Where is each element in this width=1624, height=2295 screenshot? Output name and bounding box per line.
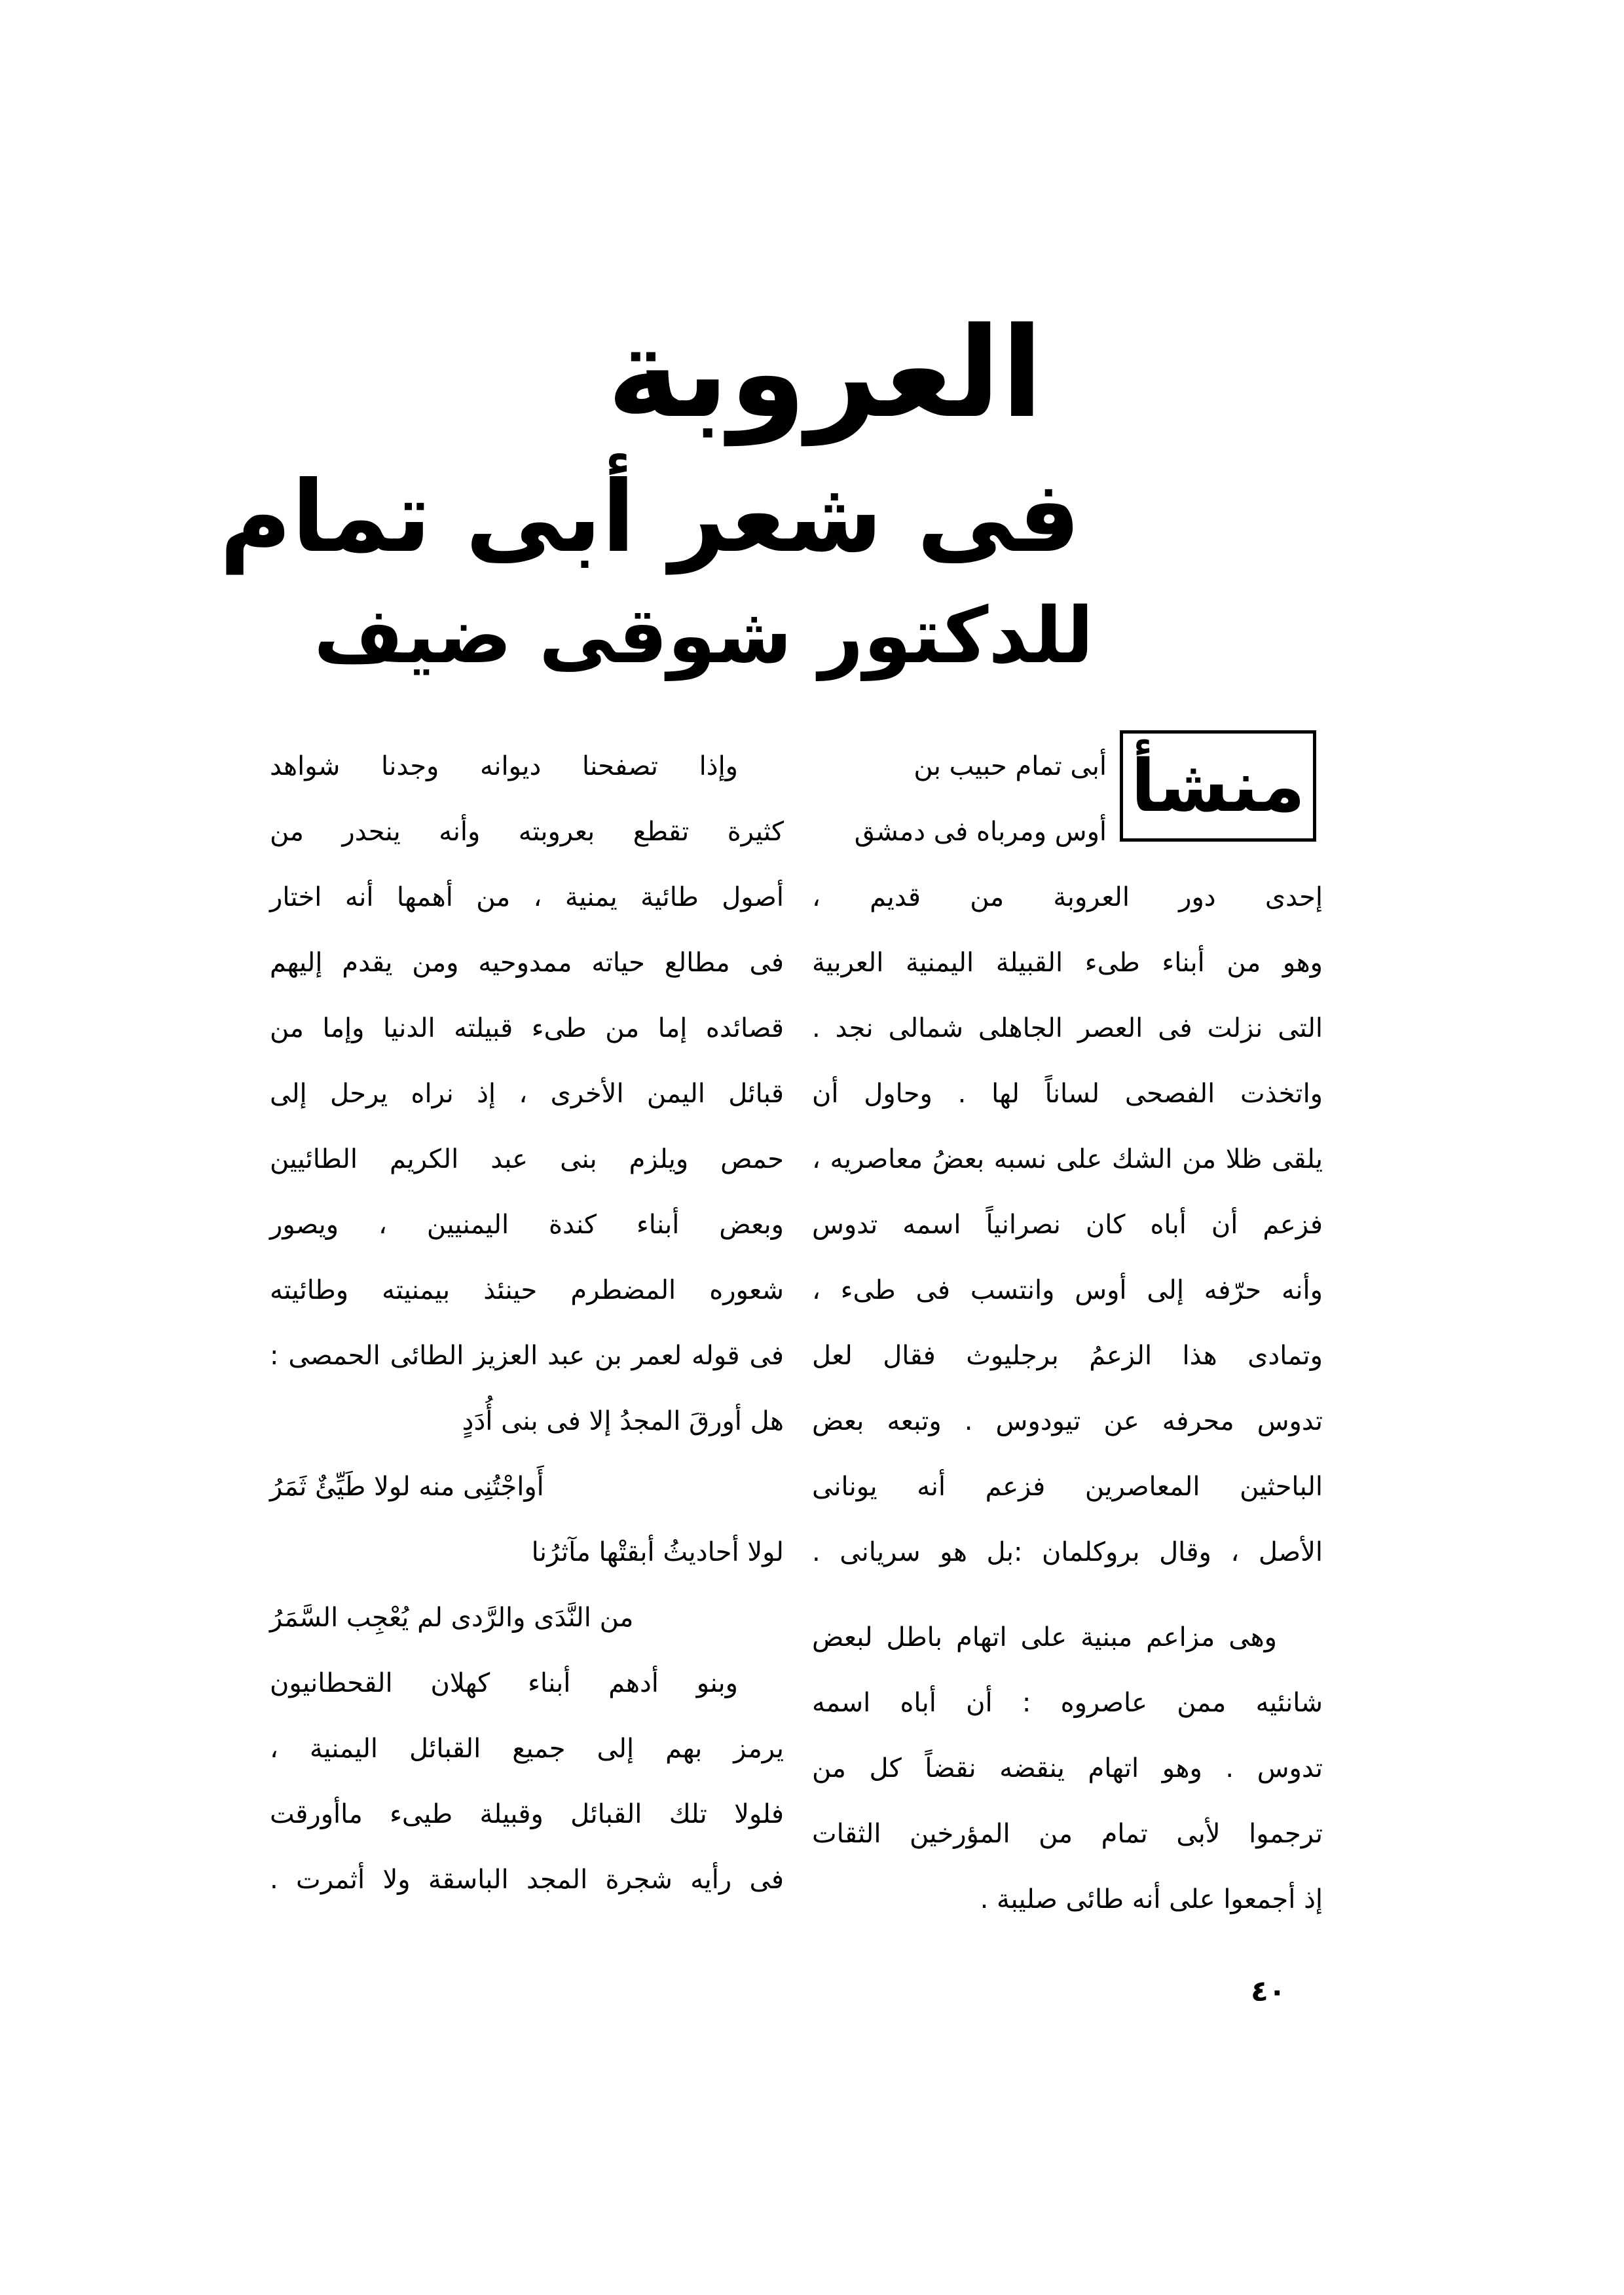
verse-line: هل أورقَ المجدُ إلا فى بنى أُدَدٍ bbox=[462, 1406, 784, 1436]
text-line: فلولا تلك القبائل وقبيلة طيىء ماأورقت bbox=[270, 1799, 784, 1829]
text-line: كثيرة تقطع بعروبته وأنه ينحدر من bbox=[270, 817, 784, 847]
text-line: يلقى ظلا من الشك على نسبه بعضُ معاصريه ، bbox=[812, 1144, 1323, 1174]
text-line: وأنه حرّفه إلى أوس وانتسب فى طىء ، bbox=[812, 1275, 1323, 1305]
text-line: وبنو أدهم أبناء كهلان القحطانيون bbox=[270, 1668, 738, 1698]
text-line: فزعم أن أباه كان نصرانياً اسمه تدوس bbox=[812, 1210, 1323, 1240]
text-line: إحدى دور العروبة من قديم ، bbox=[812, 882, 1323, 912]
paragraph-gap bbox=[812, 1585, 1323, 1605]
text-line: وهى مزاعم مبنية على اتهام باطل لبعض bbox=[812, 1622, 1277, 1652]
text-line: تدوس محرفه عن تيودوس . وتبعه بعض bbox=[812, 1406, 1323, 1436]
verse-line: لولا أحاديثُ أبقتْها مآثرُنا bbox=[531, 1537, 784, 1567]
text-line: فى قوله لعمر بن عبد العزيز الطائى الحمصى : bbox=[270, 1341, 784, 1371]
text-line: وإذا تصفحنا ديوانه وجدنا شواهد bbox=[270, 751, 738, 781]
text-line: الباحثين المعاصرين فزعم أنه يونانى bbox=[812, 1472, 1323, 1502]
text-line: وتمادى هذا الزعمُ برجليوث فقال لعل bbox=[812, 1341, 1323, 1371]
text-line: فى مطالع حياته ممدوحيه ومن يقدم إليهم bbox=[270, 948, 784, 978]
verse-line: من النَّدَى والرَّدى لم يُعْجِب السَّمَرُ bbox=[270, 1603, 634, 1633]
left-column bbox=[270, 734, 784, 1912]
article-subtitle: فى شعر أبى تمام bbox=[219, 460, 1080, 574]
text-line: قصائده إما من طىء قبيلته الدنيا وإما من bbox=[270, 1013, 784, 1043]
text-line: التى نزلت فى العصر الجاهلى شمالى نجد . bbox=[812, 1013, 1323, 1043]
text-line: واتخذت الفصحى لساناً لها . وحاول أن bbox=[812, 1079, 1323, 1109]
text-line: وهو من أبناء طىء القبيلة اليمنية العربية bbox=[812, 948, 1323, 978]
section-heading-box: منشأ bbox=[1120, 730, 1316, 842]
right-column bbox=[812, 734, 1323, 1932]
text-line: قبائل اليمن الأخرى ، إذ نراه يرحل إلى bbox=[270, 1079, 784, 1109]
text-line: يرمز بهم إلى جميع القبائل اليمنية ، bbox=[270, 1734, 784, 1764]
text-line: تدوس . وهو اتهام ينقضه نقضاً كل من bbox=[812, 1753, 1323, 1783]
text-line: إذ أجمعوا على أنه طائى صليبة . bbox=[980, 1884, 1323, 1914]
text-line: شانئيه ممن عاصروه : أن أباه اسمه bbox=[812, 1688, 1323, 1718]
poem-verse bbox=[270, 1389, 784, 1651]
text-line: الأصل ، وقال بروكلمان :بل هو سريانى . bbox=[812, 1537, 1323, 1567]
article-title: العروبة bbox=[606, 301, 1044, 445]
page-number: ٤٠ bbox=[1251, 1975, 1286, 2008]
verse-line: أَواجْتُنِى منه لولا طَيِّئٌ ثَمَرُ bbox=[270, 1472, 544, 1502]
text-line: فى رأيه شجرة المجد الباسقة ولا أثمرت . bbox=[270, 1865, 784, 1895]
text-line: حمص ويلزم بنى عبد الكريم الطائيين bbox=[270, 1144, 784, 1174]
text-line: ترجموا لأبى تمام من المؤرخين الثقات bbox=[812, 1819, 1323, 1849]
text-line: شعوره المضطرم حينئذ بيمنيته وطائيته bbox=[270, 1275, 784, 1305]
text-line: أصول طائية يمنية ، من أهمها أنه اختار bbox=[270, 882, 784, 912]
article-author: للدكتور شوقى ضيف bbox=[314, 590, 1094, 681]
text-line: أبى تمام حبيب بن bbox=[913, 751, 1107, 781]
text-line: وبعض أبناء كندة اليمنيين ، ويصور bbox=[270, 1210, 784, 1240]
text-line: أوس ومرباه فى دمشق bbox=[854, 817, 1107, 847]
